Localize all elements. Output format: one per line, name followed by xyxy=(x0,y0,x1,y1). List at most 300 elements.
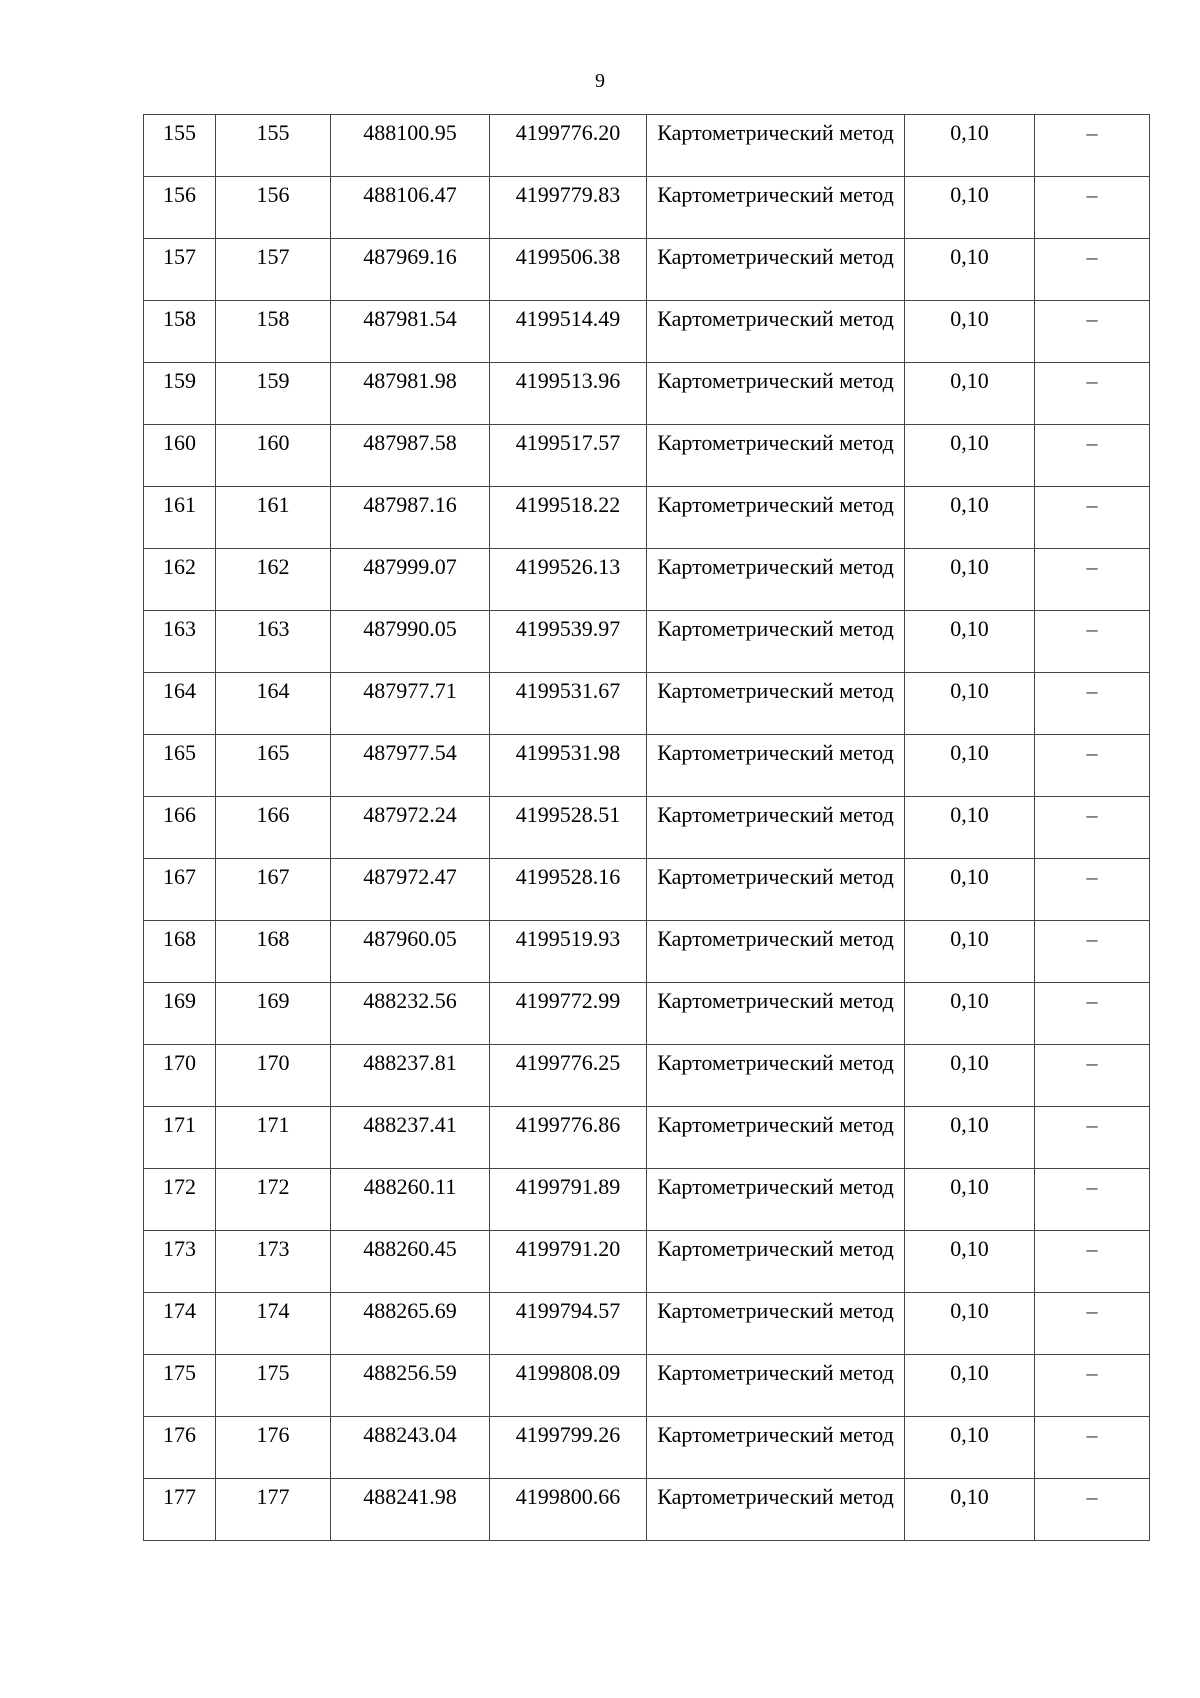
point-number-text: 170 xyxy=(163,1050,196,1075)
note-text: – xyxy=(1086,368,1098,393)
cell-note xyxy=(1035,1293,1150,1355)
point-number-text: 158 xyxy=(163,306,196,331)
table-body xyxy=(144,115,1150,1541)
coordinate-y-text: 4199519.93 xyxy=(515,926,621,951)
method-text: Картометрический метод xyxy=(657,1174,894,1199)
cell-coordinate-y xyxy=(490,1045,647,1107)
table-row xyxy=(144,1293,1150,1355)
point-number-text: 157 xyxy=(163,244,196,269)
precision-text: 0,10 xyxy=(950,864,989,889)
cell-point-number xyxy=(144,487,216,549)
cell-point-number-alt xyxy=(216,1231,331,1293)
cell-coordinate-y xyxy=(490,177,647,239)
cell-coordinate-x xyxy=(331,177,490,239)
cell-precision xyxy=(905,611,1035,673)
note-text: – xyxy=(1086,1484,1098,1509)
cell-precision xyxy=(905,983,1035,1045)
cell-point-number xyxy=(144,983,216,1045)
coordinate-x-text: 488256.59 xyxy=(363,1360,457,1385)
point-number-alt-text: 164 xyxy=(256,678,290,703)
cell-note xyxy=(1035,797,1150,859)
coordinate-y-text: 4199531.98 xyxy=(515,740,621,765)
cell-method xyxy=(647,1355,905,1417)
point-number-alt-text: 173 xyxy=(256,1236,290,1261)
coordinate-y-text: 4199776.25 xyxy=(515,1050,621,1075)
cell-coordinate-x xyxy=(331,859,490,921)
cell-method xyxy=(647,1169,905,1231)
coordinate-y-text: 4199808.09 xyxy=(515,1360,621,1385)
coordinate-x-text: 487960.05 xyxy=(363,926,457,951)
point-number-alt-text: 162 xyxy=(256,554,290,579)
coordinate-x-text: 487977.71 xyxy=(363,678,457,703)
cell-coordinate-y xyxy=(490,301,647,363)
note-text: – xyxy=(1086,802,1098,827)
note-text: – xyxy=(1086,1112,1098,1137)
precision-text: 0,10 xyxy=(950,926,989,951)
point-number-alt-text: 156 xyxy=(256,182,290,207)
coordinate-x-text: 488232.56 xyxy=(363,988,457,1013)
cell-method xyxy=(647,921,905,983)
coordinate-x-text: 487977.54 xyxy=(363,740,457,765)
method-text: Картометрический метод xyxy=(657,306,894,331)
coordinate-x-text: 488106.47 xyxy=(363,182,457,207)
cell-coordinate-y xyxy=(490,549,647,611)
cell-precision xyxy=(905,921,1035,983)
method-text: Картометрический метод xyxy=(657,1422,894,1447)
cell-coordinate-x xyxy=(331,1045,490,1107)
cell-precision xyxy=(905,1231,1035,1293)
cell-note xyxy=(1035,1417,1150,1479)
cell-coordinate-y xyxy=(490,363,647,425)
coordinate-x-text: 488241.98 xyxy=(363,1484,457,1509)
note-text: – xyxy=(1086,244,1098,269)
method-text: Картометрический метод xyxy=(657,1236,894,1261)
cell-coordinate-x xyxy=(331,735,490,797)
note-text: – xyxy=(1086,1174,1098,1199)
point-number-text: 161 xyxy=(163,492,196,517)
method-text: Картометрический метод xyxy=(657,864,894,889)
cell-method xyxy=(647,1045,905,1107)
method-text: Картометрический метод xyxy=(657,554,894,579)
cell-point-number-alt xyxy=(216,1169,331,1231)
cell-coordinate-x xyxy=(331,1107,490,1169)
note-text: – xyxy=(1086,1050,1098,1075)
point-number-alt-text: 155 xyxy=(256,120,290,145)
cell-point-number xyxy=(144,1479,216,1541)
cell-coordinate-x xyxy=(331,1293,490,1355)
cell-point-number xyxy=(144,673,216,735)
coordinate-x-text: 487972.47 xyxy=(363,864,457,889)
table-row xyxy=(144,301,1150,363)
note-text: – xyxy=(1086,926,1098,951)
cell-point-number-alt xyxy=(216,921,331,983)
point-number-text: 159 xyxy=(163,368,196,393)
cell-coordinate-x xyxy=(331,239,490,301)
cell-method xyxy=(647,363,905,425)
cell-precision xyxy=(905,487,1035,549)
point-number-text: 167 xyxy=(163,864,196,889)
note-text: – xyxy=(1086,740,1098,765)
coordinate-y-text: 4199791.20 xyxy=(515,1236,621,1261)
cell-point-number-alt xyxy=(216,1355,331,1417)
note-text: – xyxy=(1086,492,1098,517)
method-text: Картометрический метод xyxy=(657,1112,894,1137)
cell-point-number-alt xyxy=(216,487,331,549)
table-row xyxy=(144,673,1150,735)
cell-point-number-alt xyxy=(216,425,331,487)
cell-point-number-alt xyxy=(216,115,331,177)
cell-point-number-alt xyxy=(216,177,331,239)
cell-method xyxy=(647,673,905,735)
cell-coordinate-x xyxy=(331,425,490,487)
cell-point-number xyxy=(144,301,216,363)
coordinate-y-text: 4199539.97 xyxy=(515,616,621,641)
cell-method xyxy=(647,301,905,363)
cell-note xyxy=(1035,735,1150,797)
coordinate-y-text: 4199779.83 xyxy=(515,182,621,207)
precision-text: 0,10 xyxy=(950,1236,989,1261)
cell-coordinate-y xyxy=(490,797,647,859)
cell-note xyxy=(1035,673,1150,735)
cell-coordinate-x xyxy=(331,301,490,363)
precision-text: 0,10 xyxy=(950,1112,989,1137)
cell-note xyxy=(1035,1479,1150,1541)
table-row xyxy=(144,797,1150,859)
cell-note xyxy=(1035,611,1150,673)
cell-precision xyxy=(905,549,1035,611)
cell-method xyxy=(647,797,905,859)
precision-text: 0,10 xyxy=(950,182,989,207)
method-text: Картометрический метод xyxy=(657,1298,894,1323)
point-number-text: 156 xyxy=(163,182,196,207)
coordinate-x-text: 487981.98 xyxy=(363,368,457,393)
precision-text: 0,10 xyxy=(950,368,989,393)
cell-point-number xyxy=(144,611,216,673)
cell-point-number-alt xyxy=(216,1045,331,1107)
point-number-text: 162 xyxy=(163,554,196,579)
cell-note xyxy=(1035,983,1150,1045)
cell-point-number xyxy=(144,177,216,239)
cell-method xyxy=(647,983,905,1045)
point-number-text: 172 xyxy=(163,1174,196,1199)
coordinate-x-text: 487969.16 xyxy=(363,244,457,269)
cell-coordinate-x xyxy=(331,611,490,673)
cell-precision xyxy=(905,1417,1035,1479)
cell-coordinate-y xyxy=(490,1479,647,1541)
cell-point-number-alt xyxy=(216,239,331,301)
cell-coordinate-y xyxy=(490,1231,647,1293)
cell-precision xyxy=(905,425,1035,487)
precision-text: 0,10 xyxy=(950,244,989,269)
cell-note xyxy=(1035,363,1150,425)
cell-method xyxy=(647,115,905,177)
cell-method xyxy=(647,1107,905,1169)
table-row xyxy=(144,611,1150,673)
cell-method xyxy=(647,735,905,797)
point-number-alt-text: 165 xyxy=(256,740,290,765)
coordinate-x-text: 488260.11 xyxy=(363,1174,457,1199)
coordinate-y-text: 4199526.13 xyxy=(515,554,621,579)
coordinate-y-text: 4199776.86 xyxy=(515,1112,621,1137)
table-row xyxy=(144,487,1150,549)
table-row xyxy=(144,983,1150,1045)
cell-coordinate-x xyxy=(331,363,490,425)
note-text: – xyxy=(1086,306,1098,331)
coordinate-y-text: 4199772.99 xyxy=(515,988,621,1013)
table-row xyxy=(144,921,1150,983)
cell-coordinate-y xyxy=(490,1355,647,1417)
cell-coordinate-x xyxy=(331,487,490,549)
coordinate-x-text: 487987.58 xyxy=(363,430,457,455)
cell-point-number xyxy=(144,735,216,797)
precision-text: 0,10 xyxy=(950,1422,989,1447)
point-number-text: 155 xyxy=(163,120,196,145)
note-text: – xyxy=(1086,1298,1098,1323)
note-text: – xyxy=(1086,988,1098,1013)
cell-coordinate-y xyxy=(490,983,647,1045)
cell-precision xyxy=(905,1293,1035,1355)
cell-coordinate-y xyxy=(490,425,647,487)
cell-note xyxy=(1035,425,1150,487)
method-text: Картометрический метод xyxy=(657,1360,894,1385)
coordinate-x-text: 487987.16 xyxy=(363,492,457,517)
cell-coordinate-y xyxy=(490,1293,647,1355)
table-row xyxy=(144,1107,1150,1169)
table-row xyxy=(144,239,1150,301)
coordinate-y-text: 4199799.26 xyxy=(515,1422,621,1447)
table-row xyxy=(144,1417,1150,1479)
note-text: – xyxy=(1086,864,1098,889)
method-text: Картометрический метод xyxy=(657,1484,894,1509)
cell-precision xyxy=(905,239,1035,301)
cell-note xyxy=(1035,1231,1150,1293)
coordinate-y-text: 4199517.57 xyxy=(515,430,621,455)
cell-point-number-alt xyxy=(216,301,331,363)
cell-coordinate-y xyxy=(490,921,647,983)
cell-precision xyxy=(905,115,1035,177)
point-number-alt-text: 169 xyxy=(256,988,290,1013)
coordinate-x-text: 487981.54 xyxy=(363,306,457,331)
cell-coordinate-y xyxy=(490,1169,647,1231)
cell-note xyxy=(1035,1107,1150,1169)
table-row xyxy=(144,1169,1150,1231)
cell-coordinate-x xyxy=(331,1355,490,1417)
cell-point-number xyxy=(144,1107,216,1169)
point-number-alt-text: 174 xyxy=(256,1298,290,1323)
precision-text: 0,10 xyxy=(950,1484,989,1509)
note-text: – xyxy=(1086,678,1098,703)
note-text: – xyxy=(1086,182,1098,207)
cell-coordinate-y xyxy=(490,487,647,549)
coordinate-y-text: 4199528.16 xyxy=(515,864,621,889)
table-row xyxy=(144,735,1150,797)
cell-precision xyxy=(905,1479,1035,1541)
cell-point-number xyxy=(144,425,216,487)
point-number-alt-text: 166 xyxy=(256,802,290,827)
precision-text: 0,10 xyxy=(950,988,989,1013)
cell-point-number xyxy=(144,549,216,611)
method-text: Картометрический метод xyxy=(657,802,894,827)
precision-text: 0,10 xyxy=(950,802,989,827)
cell-precision xyxy=(905,1045,1035,1107)
table-row xyxy=(144,859,1150,921)
cell-method xyxy=(647,239,905,301)
coordinate-y-text: 4199531.67 xyxy=(515,678,621,703)
coordinate-x-text: 487999.07 xyxy=(363,554,457,579)
point-number-alt-text: 167 xyxy=(256,864,290,889)
point-number-alt-text: 159 xyxy=(256,368,290,393)
precision-text: 0,10 xyxy=(950,492,989,517)
point-number-text: 175 xyxy=(163,1360,196,1385)
point-number-alt-text: 172 xyxy=(256,1174,290,1199)
point-number-alt-text: 171 xyxy=(256,1112,290,1137)
point-number-text: 173 xyxy=(163,1236,196,1261)
point-number-text: 168 xyxy=(163,926,196,951)
coordinate-y-text: 4199791.89 xyxy=(515,1174,621,1199)
precision-text: 0,10 xyxy=(950,430,989,455)
cell-coordinate-y xyxy=(490,239,647,301)
method-text: Картометрический метод xyxy=(657,1050,894,1075)
table-row xyxy=(144,425,1150,487)
point-number-text: 164 xyxy=(163,678,196,703)
cell-point-number-alt xyxy=(216,983,331,1045)
cell-point-number xyxy=(144,115,216,177)
table-row xyxy=(144,1479,1150,1541)
point-number-text: 169 xyxy=(163,988,196,1013)
precision-text: 0,10 xyxy=(950,678,989,703)
precision-text: 0,10 xyxy=(950,1360,989,1385)
precision-text: 0,10 xyxy=(950,120,989,145)
cell-coordinate-x xyxy=(331,1417,490,1479)
cell-point-number xyxy=(144,1355,216,1417)
cell-method xyxy=(647,425,905,487)
method-text: Картометрический метод xyxy=(657,988,894,1013)
cell-method xyxy=(647,1479,905,1541)
precision-text: 0,10 xyxy=(950,1050,989,1075)
method-text: Картометрический метод xyxy=(657,182,894,207)
precision-text: 0,10 xyxy=(950,1298,989,1323)
cell-point-number-alt xyxy=(216,673,331,735)
cell-coordinate-x xyxy=(331,921,490,983)
cell-point-number xyxy=(144,1045,216,1107)
method-text: Картометрический метод xyxy=(657,740,894,765)
note-text: – xyxy=(1086,1360,1098,1385)
method-text: Картометрический метод xyxy=(657,368,894,393)
coordinate-x-text: 488237.41 xyxy=(363,1112,457,1137)
note-text: – xyxy=(1086,554,1098,579)
cell-point-number-alt xyxy=(216,549,331,611)
cell-note xyxy=(1035,487,1150,549)
cell-method xyxy=(647,1231,905,1293)
point-number-alt-text: 158 xyxy=(256,306,290,331)
cell-precision xyxy=(905,859,1035,921)
cell-point-number xyxy=(144,859,216,921)
cell-point-number-alt xyxy=(216,859,331,921)
precision-text: 0,10 xyxy=(950,554,989,579)
note-text: – xyxy=(1086,430,1098,455)
cell-point-number-alt xyxy=(216,363,331,425)
cell-point-number xyxy=(144,363,216,425)
precision-text: 0,10 xyxy=(950,1174,989,1199)
method-text: Картометрический метод xyxy=(657,926,894,951)
coordinate-y-text: 4199506.38 xyxy=(515,244,621,269)
coordinate-y-text: 4199528.51 xyxy=(515,802,621,827)
point-number-alt-text: 160 xyxy=(256,430,290,455)
coordinate-x-text: 488100.95 xyxy=(363,120,457,145)
note-text: – xyxy=(1086,120,1098,145)
precision-text: 0,10 xyxy=(950,740,989,765)
cell-point-number-alt xyxy=(216,797,331,859)
cell-note xyxy=(1035,1045,1150,1107)
cell-point-number xyxy=(144,1169,216,1231)
cell-coordinate-y xyxy=(490,859,647,921)
method-text: Картометрический метод xyxy=(657,616,894,641)
cell-point-number xyxy=(144,1231,216,1293)
method-text: Картометрический метод xyxy=(657,120,894,145)
coordinates-table xyxy=(143,114,1150,1541)
method-text: Картометрический метод xyxy=(657,244,894,269)
cell-coordinate-x xyxy=(331,1169,490,1231)
method-text: Картометрический метод xyxy=(657,492,894,517)
point-number-text: 165 xyxy=(163,740,196,765)
point-number-text: 171 xyxy=(163,1112,196,1137)
cell-note xyxy=(1035,549,1150,611)
cell-precision xyxy=(905,363,1035,425)
cell-method xyxy=(647,487,905,549)
cell-point-number-alt xyxy=(216,1479,331,1541)
table-row xyxy=(144,115,1150,177)
cell-precision xyxy=(905,735,1035,797)
cell-coordinate-x xyxy=(331,673,490,735)
cell-note xyxy=(1035,921,1150,983)
precision-text: 0,10 xyxy=(950,616,989,641)
cell-point-number-alt xyxy=(216,1107,331,1169)
cell-coordinate-y xyxy=(490,1107,647,1169)
cell-note xyxy=(1035,1355,1150,1417)
coordinate-y-text: 4199776.20 xyxy=(515,120,621,145)
table-row xyxy=(144,1231,1150,1293)
precision-text: 0,10 xyxy=(950,306,989,331)
cell-method xyxy=(647,549,905,611)
cell-coordinate-y xyxy=(490,1417,647,1479)
point-number-alt-text: 157 xyxy=(256,244,290,269)
cell-method xyxy=(647,1417,905,1479)
cell-note xyxy=(1035,115,1150,177)
table-row xyxy=(144,1355,1150,1417)
cell-point-number-alt xyxy=(216,1293,331,1355)
point-number-alt-text: 177 xyxy=(256,1484,290,1509)
method-text: Картометрический метод xyxy=(657,430,894,455)
cell-point-number xyxy=(144,1417,216,1479)
table-row xyxy=(144,177,1150,239)
cell-coordinate-y xyxy=(490,673,647,735)
point-number-alt-text: 175 xyxy=(256,1360,290,1385)
point-number-alt-text: 161 xyxy=(256,492,290,517)
cell-precision xyxy=(905,1107,1035,1169)
point-number-alt-text: 163 xyxy=(256,616,290,641)
cell-point-number-alt xyxy=(216,1417,331,1479)
note-text: – xyxy=(1086,616,1098,641)
cell-coordinate-x xyxy=(331,1479,490,1541)
cell-precision xyxy=(905,797,1035,859)
cell-method xyxy=(647,611,905,673)
point-number-text: 163 xyxy=(163,616,196,641)
note-text: – xyxy=(1086,1422,1098,1447)
cell-point-number-alt xyxy=(216,611,331,673)
cell-coordinate-x xyxy=(331,1231,490,1293)
cell-point-number xyxy=(144,239,216,301)
cell-coordinate-x xyxy=(331,983,490,1045)
